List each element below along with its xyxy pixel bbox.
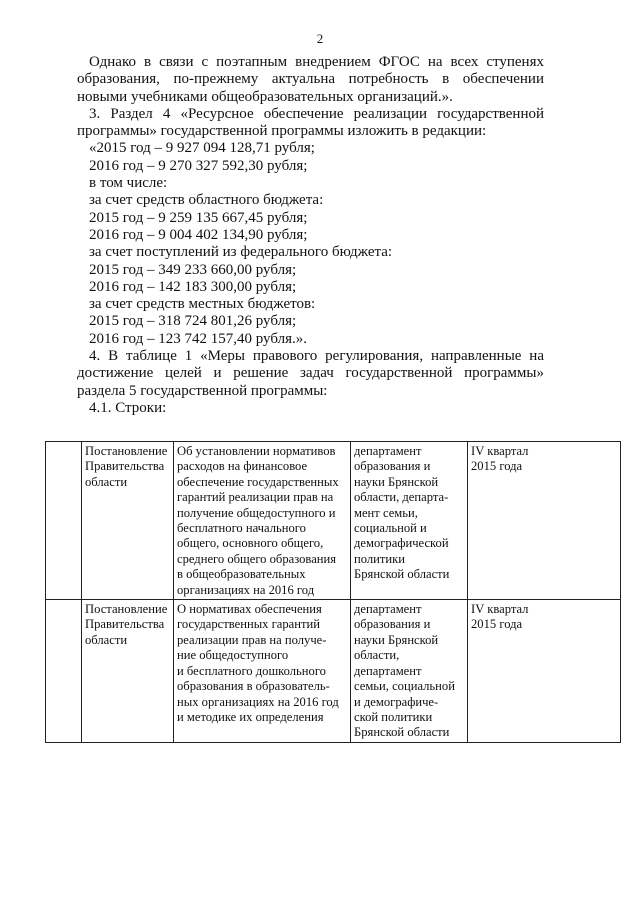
document-type-cell: Постановление Правительства области (82, 442, 174, 600)
budget-line: 2015 год – 318 724 801,26 рубля; (89, 313, 297, 330)
executor-cell: департамент образования и науки Брянской области, департа- мент семьи, социальной и демографической политики Брянской области (351, 442, 468, 600)
budget-line: за счет средств областного бюджета: (89, 192, 324, 209)
budget-line: 2016 год – 9 004 402 134,90 рубля; (89, 226, 308, 243)
budget-line: 2015 год – 9 259 135 667,45 рубля; (89, 209, 308, 226)
document-type-cell: Постановление Правительства области (82, 600, 174, 743)
paragraph-4-1: 4.1. Строки: (89, 399, 167, 416)
paragraph-table-1: 4. В таблице 1 «Меры правового регулирования, направленные на достижение целей и решение задач государственной программы» раздела 5 государственной программы: (77, 348, 544, 399)
budget-line: в том числе: (89, 175, 168, 192)
page-number: 2 (316, 31, 324, 46)
executor-cell: департамент образования и науки Брянской области, департамент семьи, социальной и демографиче- ской политики Брянской области (351, 600, 468, 743)
table-row (46, 600, 621, 743)
paragraph-section-4: 3. Раздел 4 «Ресурсное обеспечение реализации государственной программы» государственной программы изложить в редакции: (77, 105, 544, 140)
deadline-cell: IV квартал 2015 года (468, 600, 621, 743)
document-content-cell: О нормативах обеспечения государственных гарантий реализации прав на получе- ние общедоступного и бесплатного дошкольного образования в образователь- ных организациях на 2016 год и методике их определения (174, 600, 351, 743)
document-content-cell: Об установлении нормативов расходов на финансовое обеспечение государственных гарантий реализации прав на получение общедоступного и бесплатного начального общего, основного общего, среднего общего образования в общеобразовательных организациях на 2016 год (174, 442, 351, 600)
budget-line: за счет средств местных бюджетов: (89, 296, 316, 313)
budget-line: 2015 год – 349 233 660,00 рубля; (89, 261, 297, 278)
budget-line: за счет поступлений из федерального бюджета: (89, 244, 393, 261)
document-body (77, 54, 544, 417)
measures-table (45, 441, 621, 743)
row-number-cell (46, 442, 82, 600)
budget-line: 2016 год – 9 270 327 592,30 рубля; (89, 157, 308, 174)
budget-line: 2016 год – 123 742 157,40 рубля.». (89, 330, 307, 347)
paragraph-fgos: Однако в связи с поэтапным внедрением ФГОС на всех ступенях образования, по-прежнему актуальна потребность в обеспечении новыми учебниками общеобразовательных организаций.». (77, 54, 544, 105)
budget-line: «2015 год – 9 927 094 128,71 рубля; (89, 140, 315, 157)
row-number-cell (46, 600, 82, 743)
table-row (46, 442, 621, 600)
deadline-cell: IV квартал 2015 года (468, 442, 621, 600)
budget-line: 2016 год – 142 183 300,00 рубля; (89, 278, 297, 295)
